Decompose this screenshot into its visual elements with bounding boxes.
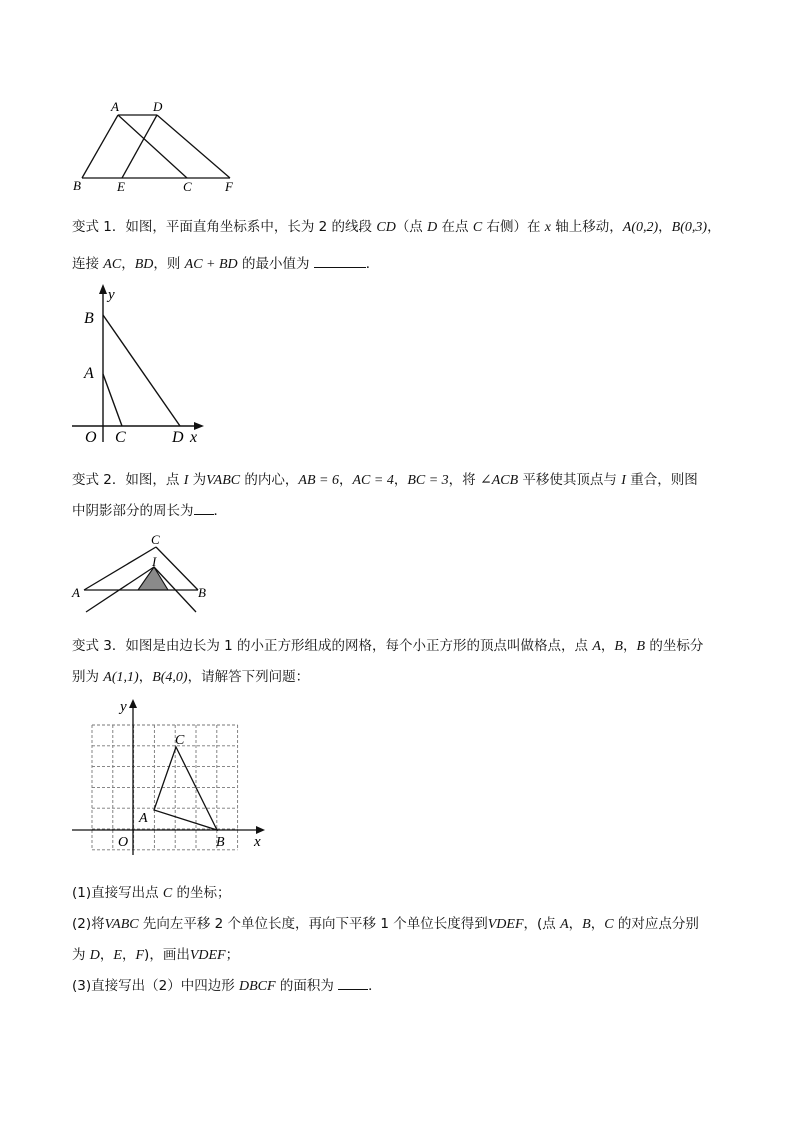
segment-ac: [103, 374, 122, 426]
text-run: ，将: [448, 472, 480, 488]
text-run: ，: [568, 916, 583, 932]
text-run: 的对应点分别: [613, 916, 699, 932]
segment-ac: [118, 115, 187, 178]
segment-bd: [103, 315, 180, 426]
text-run: ，: [590, 916, 605, 932]
question-2: [72, 909, 732, 971]
math-quad: DBCF: [239, 979, 276, 994]
variant3-label: 变式 3．: [72, 638, 126, 654]
math-b: B: [582, 917, 591, 932]
math-c: C: [162, 886, 173, 901]
text-run: ．: [368, 978, 382, 994]
question-1: [72, 878, 732, 909]
x-arrow-icon: [256, 826, 265, 834]
text-run: 重合，则图: [625, 472, 698, 488]
label-b: B: [84, 310, 94, 327]
label-b: B: [216, 835, 225, 850]
math-angle: ∠ACB: [479, 473, 519, 488]
math-e: E: [113, 948, 122, 963]
text-run: ，: [99, 947, 114, 963]
label-o: O: [118, 835, 129, 850]
text-run: 平移使其顶点与: [518, 472, 622, 488]
figure-incenter: [70, 530, 220, 620]
segment-ba: [82, 115, 118, 178]
text-run: ，: [338, 472, 353, 488]
math-triangle-def: VDEF: [487, 917, 524, 932]
text-run: ，则: [153, 256, 185, 272]
math-point-b: B(0,3): [671, 220, 708, 235]
math-x: x: [544, 220, 551, 235]
text-run: 如图是由边长为 1 的小正方形组成的网格，每个小正方形的顶点叫做格点，点: [125, 638, 593, 654]
text-run: )，画出: [144, 947, 190, 963]
math-triangle: VABC: [104, 917, 139, 932]
text-run: 的坐标；: [172, 885, 231, 901]
text-run: 在点: [437, 219, 473, 235]
label-a: A: [84, 365, 94, 382]
text-run: 为: [188, 472, 207, 488]
label-c: C: [115, 429, 126, 446]
answer-blank[interactable]: [314, 255, 366, 268]
shaded-region: [138, 567, 168, 590]
question-3: [72, 971, 732, 1002]
text-run: ，: [622, 638, 637, 654]
y-arrow-icon: [99, 284, 107, 294]
text-run: ，: [138, 669, 153, 685]
math-f: F: [135, 948, 145, 963]
math-triangle: VABC: [206, 473, 241, 488]
answer-blank[interactable]: [338, 977, 368, 990]
math-ac: AC: [103, 257, 122, 272]
label-i: I: [152, 554, 157, 569]
label-c: C: [175, 733, 185, 748]
label-a: A: [72, 585, 80, 600]
label-b: B: [73, 178, 81, 193]
text-run: 的面积为: [275, 978, 339, 994]
figure-trapezoid: [70, 96, 250, 196]
text-run: 轴上移动，: [550, 219, 623, 235]
text-run: ，: [658, 219, 672, 235]
text-run: ，: [121, 256, 135, 272]
math-b-coord: B(4,0): [152, 670, 188, 685]
math-ac: AC = 4: [352, 473, 394, 488]
text-run: (2)将: [72, 916, 105, 932]
figure-coordinate: [70, 282, 220, 452]
math-d: D: [89, 948, 100, 963]
label-c: C: [151, 532, 160, 547]
math-b: B: [636, 639, 646, 654]
text-run: 先向左平移 2 个单位长度，再向下平移 1 个单位长度得到: [138, 916, 488, 932]
label-f: F: [225, 179, 233, 194]
math-a: A: [560, 917, 569, 932]
label-c: C: [183, 179, 192, 194]
label-y: y: [108, 287, 115, 303]
label-a: A: [111, 99, 119, 114]
math-i: I: [183, 473, 189, 488]
label-x: x: [254, 834, 261, 850]
math-bd: BD: [134, 257, 154, 272]
triangle-abc: [154, 747, 217, 830]
text-run: (3)直接写出（2）中四边形: [72, 978, 240, 994]
text-run: ，: [707, 219, 721, 235]
text-run: 如图，点: [125, 472, 184, 488]
label-d: D: [172, 429, 184, 446]
figure-grid: [70, 695, 270, 855]
text-run: ，: [600, 638, 615, 654]
math-c: C: [604, 917, 614, 932]
text-run: 的坐标分: [645, 638, 704, 654]
math-b: B: [614, 639, 623, 654]
grid-lines: [92, 725, 238, 850]
text-run: 别为: [72, 669, 104, 685]
text-run: 连接: [72, 256, 104, 272]
text-run: 中阴影部分的周长为: [72, 503, 194, 519]
questions-block: [72, 878, 732, 1002]
label-o: O: [85, 429, 97, 446]
math-a-coord: A(1,1): [103, 670, 139, 685]
text-run: ．: [365, 256, 380, 272]
math-point-a: A(0,2): [622, 220, 659, 235]
math-triangle-def: VDEF: [189, 948, 226, 963]
text-run: (1)直接写出点: [72, 885, 163, 901]
label-b: B: [198, 585, 206, 600]
math-c: C: [472, 220, 483, 235]
variant1-paragraph: [72, 209, 732, 283]
answer-blank[interactable]: [194, 502, 214, 515]
text-run: （点: [395, 219, 428, 235]
math-bc: BC = 3: [407, 473, 449, 488]
variant2-paragraph: [72, 465, 732, 526]
variant1-label: 变式 1．: [72, 219, 126, 235]
text-run: 右侧）在: [482, 219, 545, 235]
label-e: E: [117, 179, 125, 194]
text-run: 的内心，: [240, 472, 299, 488]
label-d: D: [153, 99, 163, 114]
math-expr: AC + BD: [184, 257, 238, 272]
text-run: 为: [72, 947, 90, 963]
text-run: ，: [393, 472, 408, 488]
label-y: y: [120, 699, 127, 715]
math-i: I: [621, 473, 626, 488]
math-d: D: [427, 220, 438, 235]
label-x: x: [190, 429, 198, 446]
segment-df: [157, 115, 230, 178]
text-run: ；: [225, 947, 240, 963]
math-a: A: [592, 639, 601, 654]
variant2-label: 变式 2．: [72, 472, 126, 488]
math-ab: AB = 6: [298, 473, 339, 488]
text-run: ，请解答下列问题：: [187, 669, 310, 685]
variant3-paragraph: [72, 631, 732, 693]
text-run: 的最小值为: [237, 256, 314, 272]
text-run: ．: [213, 503, 227, 519]
label-a: A: [139, 811, 148, 826]
math-cd: CD: [376, 220, 396, 235]
text-run: 如图，平面直角坐标系中，长为 2 的线段: [125, 219, 377, 235]
text-run: ，(点: [523, 916, 561, 932]
text-run: ，: [121, 947, 136, 963]
y-arrow-icon: [129, 699, 137, 708]
